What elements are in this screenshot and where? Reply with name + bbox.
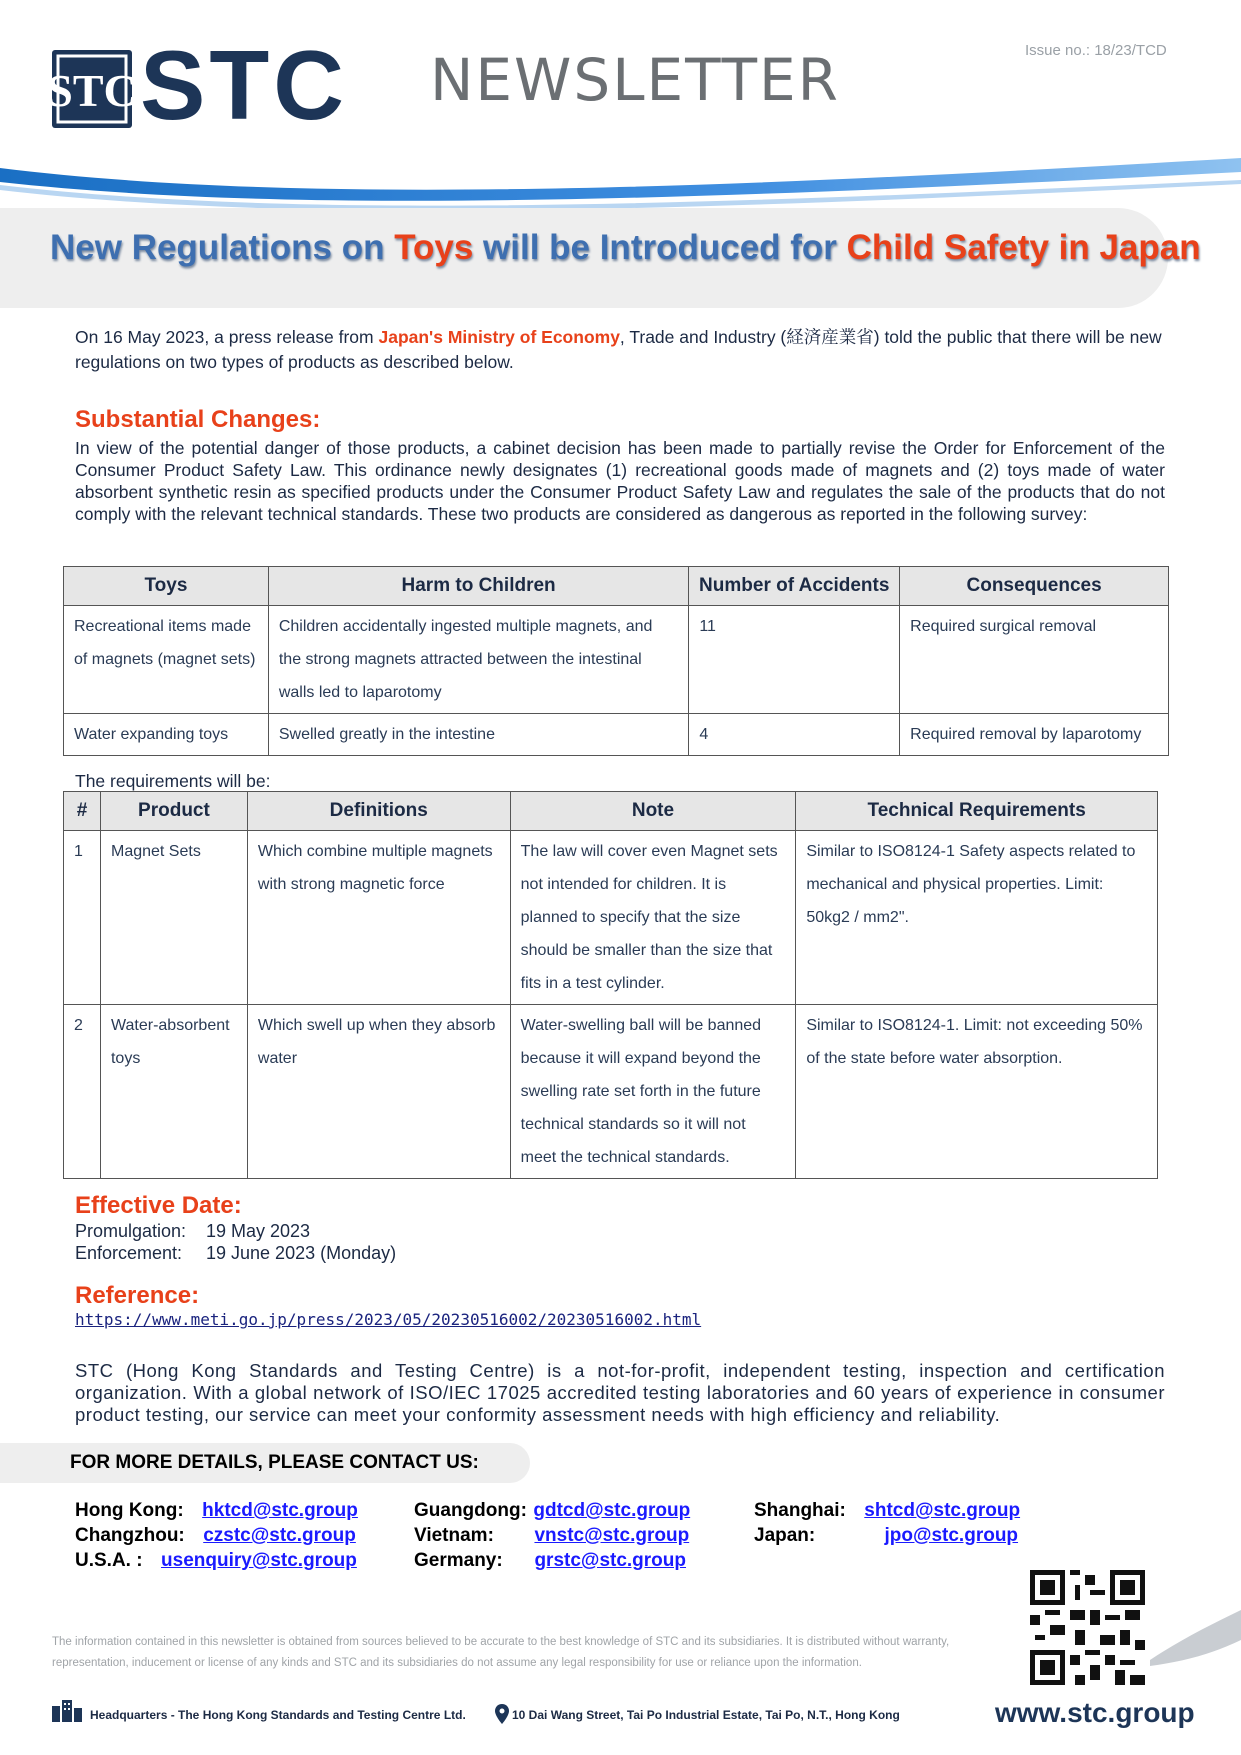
contact-label: Changzhou: [75,1525,185,1546]
column-header: Toys [64,567,269,606]
table-cell: 1 [64,831,101,1005]
contact-guangdong [414,1500,690,1522]
title-part-child-safety: Child Safety in Japan [846,228,1201,267]
contact-label: Hong Kong: [75,1500,184,1521]
table-cell: 4 [689,714,900,756]
table-row [64,606,1169,714]
column-header: # [64,792,101,831]
newsletter-heading: NEWSLETTER [430,46,840,114]
table-cell: Similar to ISO8124-1. Limit: not exceeding 50% of the state before water absorption. [796,1005,1158,1179]
enforcement-value: 19 June 2023 (Monday) [206,1243,397,1263]
contact-email-link[interactable]: shtcd@stc.group [864,1500,1021,1521]
table-cell: Children accidentally ingested multiple magnets, and the strong magnets attracted between the intestinal walls led to laparotomy [268,606,688,714]
substantial-changes-heading: Substantial Changes: [75,406,321,433]
title-part-3: will be Introduced for [473,228,847,267]
intro-highlight: Japan's Ministry of Economy [378,327,620,347]
contact-label: U.S.A. : [75,1550,143,1571]
contact-usa [75,1550,357,1572]
contact-email-link[interactable]: hktcd@stc.group [202,1500,358,1521]
header-swoosh-decoration [0,140,1241,215]
table-cell: The law will cover even Magnet sets not intended for children. It is planned to specify that the size should be smaller than the size that fits in a test cylinder. [510,831,796,1005]
enforcement-line [75,1242,396,1264]
footer-swoosh-decoration [1150,1600,1241,1680]
stc-logo-text: STC [140,30,348,140]
intro-text-1: On 16 May 2023, a press release from [75,327,379,347]
footer-address: 10 Dai Wang Street, Tai Po Industrial Estate, Tai Po, N.T., Hong Kong [512,1708,900,1722]
column-header: Definitions [247,792,510,831]
table-cell: 11 [689,606,900,714]
contact-changzhou [75,1525,356,1547]
issue-number: Issue no.: 18/23/TCD [1025,42,1167,59]
table-cell: Water-swelling ball will be banned because it will expand beyond the swelling rate set forth in the future technical standards so it will not meet the technical standards. [510,1005,796,1179]
table-cell: Magnet Sets [100,831,247,1005]
website-link[interactable]: www.stc.group [995,1697,1195,1728]
location-pin-icon [495,1704,509,1724]
enforcement-label: Enforcement: [75,1243,183,1263]
intro-text-2: , Trade and Industry (経済産業省) told the public that there will be new regulations on two types of products as described below. [75,327,1162,372]
table-cell: Recreational items made of magnets (magnet sets) [64,606,269,714]
contact-label: Vietnam: [414,1525,494,1546]
reference-link[interactable]: https://www.meti.go.jp/press/2023/05/20230516002/20230516002.html [75,1310,702,1329]
about-stc-paragraph: STC (Hong Kong Standards and Testing Centre) is a not-for-profit, independent testing, inspection and certification organization. With a global network of ISO/IEC 17025 accredited testing laboratories and 60 years of experience in consumer product testing, our service can meet your conformity assessment needs with high efficiency and reliability. [75,1360,1165,1425]
requirements-intro: The requirements will be: [75,771,271,791]
contact-hong-kong [75,1500,358,1522]
title-part-1: New Regulations on [50,228,395,267]
accidents-table [63,566,1169,756]
table-cell: Required surgical removal [900,606,1169,714]
table-row [64,831,1158,1005]
contact-label: Germany: [414,1550,503,1571]
article-title [50,228,1201,268]
promulgation-line [75,1220,310,1242]
contact-germany [414,1550,686,1572]
promulgation-value: 19 May 2023 [206,1221,311,1241]
column-header: Harm to Children [268,567,688,606]
contact-japan [754,1525,1018,1547]
table-cell: Similar to ISO8124-1 Safety aspects related to mechanical and physical properties. Limit: 50kg2 / mm2". [796,831,1158,1005]
footer-headquarters: Headquarters - The Hong Kong Standards and Testing Centre Ltd. [90,1708,466,1722]
contact-email-link[interactable]: gdtcd@stc.group [533,1500,691,1521]
column-header: Consequences [900,567,1169,606]
contact-label: Shanghai: [754,1500,846,1521]
column-header: Number of Accidents [689,567,900,606]
table-cell: Water expanding toys [64,714,269,756]
table-header-row [64,792,1158,831]
reference-heading: Reference: [75,1282,200,1309]
contact-email-link[interactable]: usenquiry@stc.group [161,1550,357,1571]
substantial-changes-text: In view of the potential danger of those products, a cabinet decision has been made to partially revise the Order for Enforcement of the Consumer Product Safety Law. This ordinance newly designates (1) recreational goods made of magnets and (2) toys made of water absorbent synthetic resin as specified products under the Consumer Product Safety Law and regulates the sale of the products that do not comply with the relevant technical standards. These two products are considered as dangerous as reported in the following survey: [75,438,1165,524]
table-header-row [64,567,1169,606]
contact-email-link[interactable]: grstc@stc.group [534,1550,686,1571]
requirements-table [63,791,1158,1179]
column-header: Product [100,792,247,831]
stc-logo-mark [47,50,137,128]
table-cell: Which combine multiple magnets with strong magnetic force [247,831,510,1005]
logo-emblem-text: STC [47,65,137,116]
table-cell: Required removal by laparotomy [900,714,1169,756]
contact-heading: FOR MORE DETAILS, PLEASE CONTACT US: [70,1452,479,1473]
contact-label: Japan: [754,1525,816,1546]
contact-label: Guangdong: [414,1500,527,1521]
title-part-toys: Toys [394,228,474,267]
contact-vietnam [414,1525,689,1547]
table-cell: Which swell up when they absorb water [247,1005,510,1179]
table-cell: 2 [64,1005,101,1179]
column-header: Technical Requirements [796,792,1158,831]
qr-code-icon[interactable] [1030,1570,1145,1685]
table-row [64,1005,1158,1179]
intro-paragraph [75,325,1165,375]
promulgation-label: Promulgation: [75,1221,187,1241]
contact-email-link[interactable]: jpo@stc.group [884,1525,1019,1546]
disclaimer-text: The information contained in this newsletter is obtained from sources believed to be accurate to the best knowledge of STC and its subsidiaries. It is distributed without warranty, representation, inducement or license of any kinds and STC and its subsidiaries do not assume any legal responsibility for use or reliance upon the information. [52,1636,950,1669]
building-icon [50,1698,84,1722]
table-cell: Water-absorbent toys [100,1005,247,1179]
table-row [64,714,1169,756]
table-cell: Swelled greatly in the intestine [268,714,688,756]
logo-emblem-icon [47,50,137,128]
contact-email-link[interactable]: vnstc@stc.group [534,1525,690,1546]
column-header: Note [510,792,796,831]
contact-shanghai [754,1500,1020,1522]
contact-email-link[interactable]: czstc@stc.group [203,1525,356,1546]
effective-date-heading: Effective Date: [75,1192,242,1219]
